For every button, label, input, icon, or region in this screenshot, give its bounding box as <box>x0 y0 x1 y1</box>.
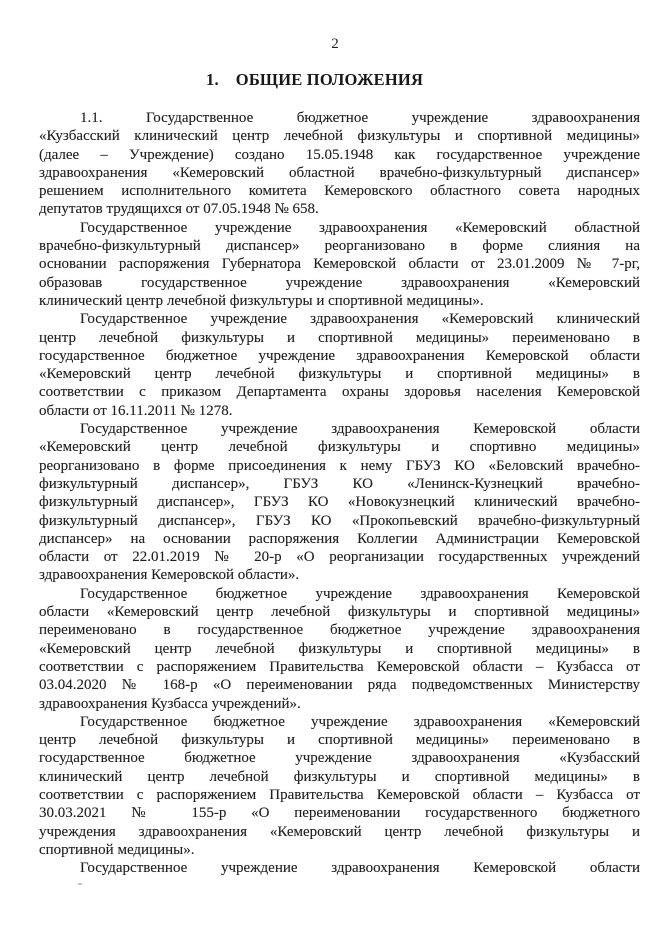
text-line: физкультурный диспансер», ГБУЗ КО «Ленинск-Кузнецкий врачебно- <box>39 475 640 492</box>
text-line: «Кемеровский центр лечебной физкультуры и спортивной медицины» в <box>39 366 640 383</box>
text-line: Государственное учреждение здравоохранения Кемеровской области <box>80 860 640 877</box>
text-line: спортивной медицины». <box>39 841 195 858</box>
text-line: соответствии с приказом Департамента охраны здоровья населения Кемеровской <box>39 384 640 401</box>
text-line: области от 16.11.2011 № 1278. <box>39 402 233 419</box>
section-heading-number: 1. <box>206 70 219 89</box>
text-line: 1.1. Государственное бюджетное учреждение здравоохранения <box>80 110 640 126</box>
text-line: Государственное учреждение здравоохранения Кемеровской области <box>80 421 640 438</box>
text-line: диспансер» на основании распоряжения Коллегии Администрации Кемеровской <box>39 530 640 547</box>
text-line: Государственное бюджетное учреждение здравоохранения «Кемеровский <box>80 713 640 730</box>
page-number: 2 <box>331 36 339 52</box>
text-line: основании распоряжения Губернатора Кемеровской области от 23.01.2009 № 7-рг, <box>39 256 640 273</box>
text-line: Государственное учреждение здравоохранения «Кемеровский клинический <box>80 311 640 328</box>
text-line: 03.04.2020 № 168-р «О переименовании ряда подведомственных Министерству <box>39 677 640 694</box>
scan-speck <box>78 883 82 885</box>
text-line: реорганизовано в форме присоединения к нему ГБУЗ КО «Беловский врачебно- <box>39 457 640 474</box>
text-line: центр лечебной физкультуры и спортивной медицины» переименовано в <box>39 329 640 346</box>
text-line: области «Кемеровский центр лечебной физкультуры и спортивной медицины» <box>39 604 640 621</box>
document-body <box>39 109 640 877</box>
text-line: здравоохранения «Кемеровский областной врачебно-физкультурный диспансер» <box>39 164 640 181</box>
text-line: Государственное бюджетное учреждение здравоохранения Кемеровской <box>80 585 640 602</box>
text-line: физкультурный диспансер», ГБУЗ КО «Новокузнецкий клинический врачебно- <box>39 494 640 511</box>
text-line: «Кузбасский клинический центр лечебной физкультуры и спортивной медицины» <box>39 128 640 145</box>
text-line: 30.03.2021 № 155-р «О переименовании государственного бюджетного <box>39 805 640 822</box>
text-line: депутатов трудящихся от 07.05.1948 № 658. <box>39 201 319 218</box>
text-line: государственное бюджетное учреждение здравоохранения Кемеровской области <box>39 347 640 364</box>
text-line: центр лечебной физкультуры и спортивной медицины» переименовано в <box>39 732 640 749</box>
text-line: клинический центр лечебной физкультуры и спортивной медицины» в <box>39 768 640 785</box>
text-line: государственное бюджетное учреждение здравоохранения «Кузбасский <box>39 750 640 767</box>
text-line: врачебно-физкультурный диспансер» реорганизовано в форме слияния на <box>39 238 640 255</box>
text-line: физкультурный диспансер», ГБУЗ КО «Прокопьевский врачебно-физкультурный <box>39 512 640 529</box>
text-line: (далее – Учреждение) создано 15.05.1948 как государственное учреждение <box>39 146 640 163</box>
text-line: «Кемеровский центр лечебной физкультуры и спортивной медицины» в <box>39 640 640 657</box>
section-heading-title: ОБЩИЕ ПОЛОЖЕНИЯ <box>235 70 424 89</box>
text-line: здравоохранения Кузбасса учреждений». <box>39 695 301 712</box>
text-line: переименовано в государственное бюджетное учреждение здравоохранения <box>39 622 640 639</box>
text-line: решением исполнительного комитета Кемеровского областного совета народных <box>39 183 640 200</box>
text-line: учреждения здравоохранения «Кемеровский центр лечебной физкультуры и <box>39 823 640 840</box>
text-line: области от 22.01.2019 № 20-р «О реорганизации государственных учреждений <box>39 549 640 566</box>
text-line: клинический центр лечебной физкультуры и спортивной медицины». <box>39 292 484 309</box>
section-heading <box>206 70 423 90</box>
text-line: «Кемеровский центр лечебной физкультуры и спортивно медицины» <box>39 439 640 456</box>
text-line: соответствии с распоряжением Правительства Кемеровской области – Кузбасса от <box>39 786 640 803</box>
text-line: образовав государственное учреждение здравоохранения «Кемеровский <box>39 274 640 291</box>
text-line: Государственное учреждение здравоохранения «Кемеровский областной <box>80 219 640 236</box>
text-line: здравоохранения Кемеровской области». <box>39 567 300 584</box>
text-line: соответствии с распоряжением Правительства Кемеровской области – Кузбасса от <box>39 658 640 675</box>
